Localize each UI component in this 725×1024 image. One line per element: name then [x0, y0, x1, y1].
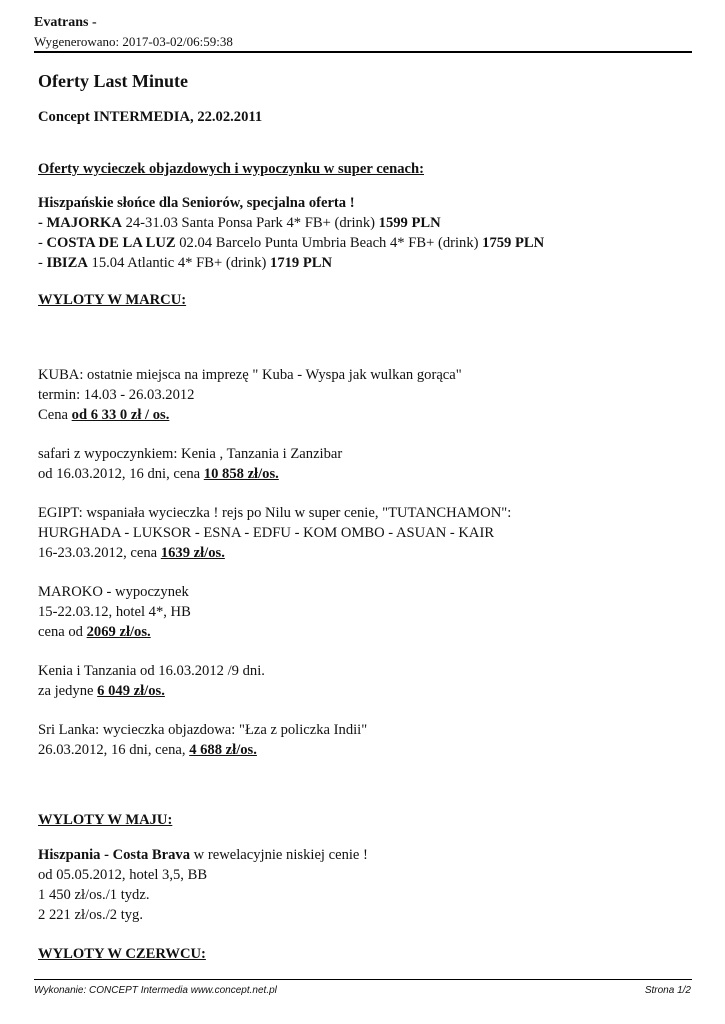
section-heading-may: WYLOTY W MAJU:: [38, 812, 173, 828]
offer-line: termin: 14.03 - 26.03.2012: [38, 387, 195, 403]
spain-heading: Hiszpańskie słońce dla Seniorów, specjalna oferta !: [38, 195, 355, 211]
offer-line: 2 221 zł/os./2 tyg.: [38, 907, 143, 923]
list-item: - COSTA DE LA LUZ 02.04 Barcelo Punta Umbria Beach 4* FB+ (drink) 1759 PLN: [38, 235, 545, 251]
offer-line: Cena od 6 33 0 zł / os.: [38, 407, 170, 423]
offer-line: 26.03.2012, 16 dni, cena, 4 688 zł/os.: [38, 742, 257, 758]
page-number: Strona 1/2: [644, 985, 691, 996]
price: od 6 33 0 zł / os.: [71, 407, 170, 423]
price: 6 049 zł/os.: [97, 683, 165, 699]
offer-line: Sri Lanka: wycieczka objazdowa: "Łza z policzka Indii": [38, 722, 368, 738]
offer-line: Hiszpania - Costa Brava w rewelacyjnie niskiej cenie !: [38, 847, 368, 863]
offer-line: HURGHADA - LUKSOR - ESNA - EDFU - KOM OMBO - ASUAN - KAIR: [38, 525, 495, 541]
footer-credit: Wykonanie: CONCEPT Intermedia www.concept.net.pl: [34, 985, 277, 996]
price: 10 858 zł/os.: [203, 466, 279, 482]
price: 1639 zł/os.: [160, 545, 225, 561]
header-divider: [34, 51, 692, 53]
page-title: Oferty Last Minute: [38, 71, 188, 91]
offer-line: za jedyne 6 049 zł/os.: [38, 683, 165, 699]
price: 4 688 zł/os.: [189, 742, 257, 758]
list-item: - IBIZA 15.04 Atlantic 4* FB+ (drink) 1719 PLN: [38, 255, 333, 271]
section-heading-june: WYLOTY W CZERWCU:: [38, 946, 206, 962]
offer-line: od 16.03.2012, 16 dni, cena 10 858 zł/os.: [38, 466, 279, 482]
offer-line: safari z wypoczynkiem: Kenia , Tanzania i Zanzibar: [38, 446, 343, 462]
section-heading-march: WYLOTY W MARCU:: [38, 292, 187, 308]
offer-line: Kenia i Tanzania od 16.03.2012 /9 dni.: [38, 663, 265, 679]
offer-line: 15-22.03.12, hotel 4*, HB: [38, 604, 191, 620]
footer-divider: [34, 979, 692, 980]
offer-line: 16-23.03.2012, cena 1639 zł/os.: [38, 545, 225, 561]
offer-line: od 05.05.2012, hotel 3,5, BB: [38, 867, 208, 883]
page-subtitle: Concept INTERMEDIA, 22.02.2011: [38, 109, 263, 125]
offer-line: EGIPT: wspaniała wycieczka ! rejs po Nilu w super cenie, "TUTANCHAMON":: [38, 505, 512, 521]
offer-line: 1 450 zł/os./1 tydz.: [38, 887, 150, 903]
list-item: - MAJORKA 24-31.03 Santa Ponsa Park 4* FB+ (drink) 1599 PLN: [38, 215, 441, 231]
price: 2069 zł/os.: [86, 624, 151, 640]
header-title: Evatrans -: [34, 15, 97, 30]
document-body: [38, 70, 698, 964]
offer-line: MAROKO - wypoczynek: [38, 584, 189, 600]
offer-line: KUBA: ostatnie miejsca na imprezę " Kuba - Wyspa jak wulkan gorąca": [38, 367, 462, 383]
offer-line: cena od 2069 zł/os.: [38, 624, 151, 640]
generated-timestamp: Wygenerowano: 2017-03-02/06:59:38: [34, 34, 233, 49]
section-heading-intro: Oferty wycieczek objazdowych i wypoczynku w super cenach:: [38, 161, 425, 177]
